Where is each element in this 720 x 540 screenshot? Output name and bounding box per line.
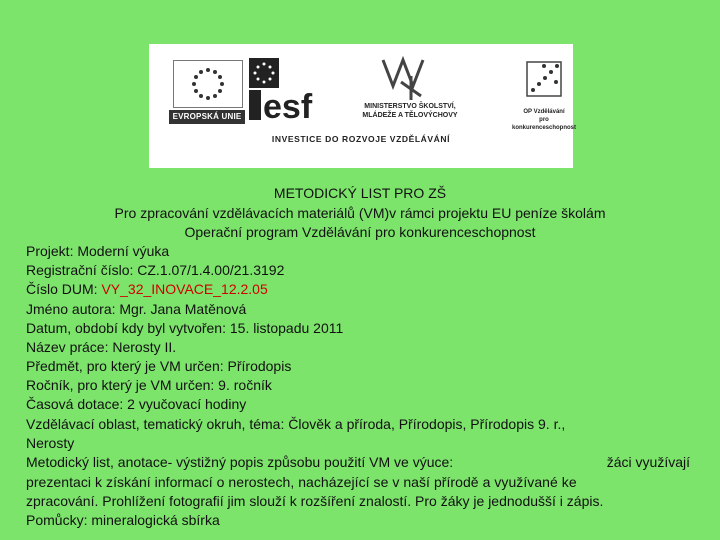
program-name: Operační program Vzdělávání pro konkurenceschopnost bbox=[184, 224, 536, 240]
field-rocnik: Ročník, pro který je VM určen: 9. ročník bbox=[26, 377, 272, 393]
msmt-logo bbox=[345, 56, 475, 128]
anotace-label: Metodický list, anotace- výstižný popis způsobu použití VM ve výuce: bbox=[26, 454, 454, 470]
anotace-text-start: žáci využívají bbox=[606, 454, 690, 470]
field-registracni-cislo: Registrační číslo: CZ.1.07/1.4.00/21.3192 bbox=[26, 262, 285, 278]
field-anotace-line3: zpracování. Prohlížení fotografií jim slouží k rozšíření znalostí. Pro žáky je jednodušší i zápis. bbox=[26, 493, 604, 509]
eu-flag-icon bbox=[173, 60, 243, 108]
opvk-caption: OP Vzdělávání pro konkurenceschopnost bbox=[511, 109, 576, 131]
field-projekt: Projekt: Moderní výuka bbox=[26, 243, 170, 259]
field-anotace-line2: prezentaci k získání informací o nerostech, nacházející se v naší přírodě a využívané ke bbox=[26, 474, 577, 490]
field-anotace-line1 bbox=[26, 454, 690, 470]
document-subtitle: Pro zpracování vzdělávacích materiálů (VM)v rámci projektu EU peníze školám bbox=[114, 205, 606, 221]
field-casova-dotace bbox=[26, 396, 246, 412]
field-datum: Datum, období kdy byl vytvořen: 15. listopadu 2011 bbox=[26, 320, 344, 336]
field-pomucky bbox=[26, 512, 220, 528]
casova-dotace-label: Časová dotace: bbox=[26, 396, 128, 412]
casova-dotace-value: 2 vyučovací hodiny bbox=[127, 396, 247, 412]
cislo-dum-label: Číslo DUM: bbox=[26, 281, 102, 297]
opvk-logo bbox=[509, 58, 579, 130]
msmt-caption: MINISTERSTVO ŠKOLSTVÍ, MLÁDEŽE A TĚLOVÝCHOVY bbox=[362, 103, 458, 119]
field-oblast-line2: Nerosty bbox=[26, 435, 75, 451]
field-oblast-line1: Vzdělávací oblast, tematický okruh, téma: Člověk a příroda, Přírodopis, Přírodopis 9. r., bbox=[26, 416, 566, 432]
field-nazev: Název práce: Nerosty II. bbox=[26, 339, 177, 355]
pomucky-label: Pomůcky: bbox=[26, 512, 88, 528]
document-title: METODICKÝ LIST PRO ZŠ bbox=[273, 185, 447, 201]
pomucky-value: mineralogická sbírka bbox=[87, 512, 220, 528]
field-autor: Jméno autora: Mgr. Jana Matěnová bbox=[26, 301, 247, 317]
field-cislo-dum bbox=[26, 281, 268, 297]
logo-band bbox=[149, 44, 576, 168]
eu-logo bbox=[169, 56, 245, 124]
investice-tagline: INVESTICE DO ROZVOJE VZDĚLÁVÁNÍ bbox=[271, 134, 451, 144]
svg-text:esf: esf bbox=[263, 88, 313, 120]
eu-caption: EVROPSKÁ UNIE bbox=[169, 110, 245, 124]
esf-logo bbox=[249, 58, 321, 120]
field-predmet: Předmět, pro který je VM určen: Přírodopis bbox=[26, 358, 292, 374]
cislo-dum-value: VY_32_INOVACE_12.2.05 bbox=[101, 281, 268, 297]
